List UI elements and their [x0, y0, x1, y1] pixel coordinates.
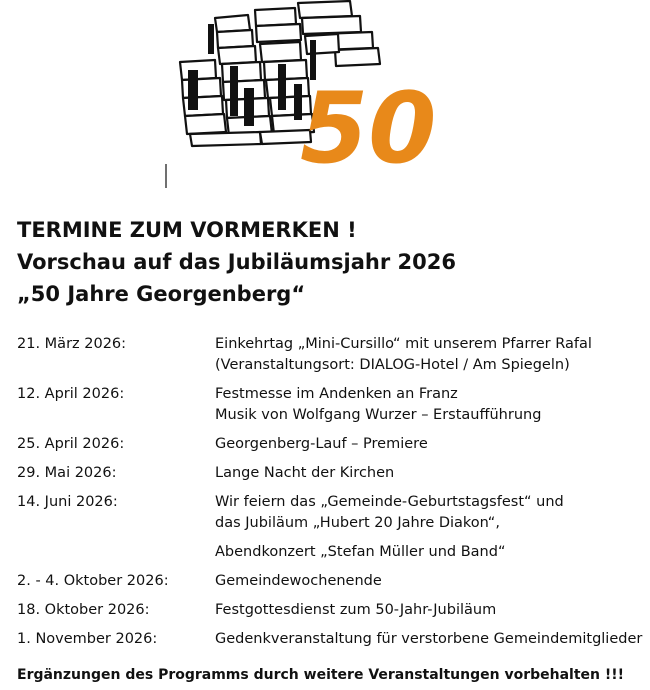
headline-subtitle: Vorschau auf das Jubiläumsjahr 2026 [17, 250, 456, 274]
church-logo-icon [160, 0, 437, 190]
event-row [17, 334, 642, 376]
event-row [17, 600, 642, 621]
event-date: 29. Mai 2026: [17, 465, 117, 481]
event-date: 14. Juni 2026: [17, 494, 118, 510]
event-line: das Jubiläum „Hubert 20 Jahre Diakon“, [215, 515, 500, 531]
event-date: 2. - 4. Oktober 2026: [17, 573, 169, 589]
event-date: 21. März 2026: [17, 336, 127, 352]
event-description [215, 434, 642, 455]
event-description [215, 384, 642, 426]
event-line: Festmesse im Andenken an Franz [215, 386, 458, 402]
event-row [17, 434, 642, 455]
event-date: 25. April 2026: [17, 436, 125, 452]
event-line: Festgottesdienst zum 50-Jahr-Jubiläum [215, 602, 497, 618]
event-line: (Veranstaltungsort: DIALOG-Hotel / Am Spiegeln) [215, 357, 570, 373]
event-description [215, 463, 642, 484]
event-line: Gemeindewochenende [215, 573, 382, 589]
headline-anniversary: „50 Jahre Georgenberg“ [17, 282, 306, 306]
event-date: 18. Oktober 2026: [17, 602, 150, 618]
event-description [215, 571, 642, 592]
event-row [17, 492, 642, 563]
event-line: Wir feiern das „Gemeinde-Geburtstagsfest“ und [215, 494, 564, 510]
event-description [215, 600, 642, 621]
headline-block [17, 214, 637, 310]
footer-note: Ergänzungen des Programms durch weitere Veranstaltungen vorbehalten !!! [17, 667, 625, 683]
event-line: Abendkonzert „Stefan Müller und Band“ [215, 544, 506, 560]
event-row [17, 463, 642, 484]
event-row [17, 384, 642, 426]
logo-number-50: 50 [300, 72, 437, 186]
headline-title: TERMINE ZUM VORMERKEN ! [17, 218, 357, 242]
event-date: 1. November 2026: [17, 631, 158, 647]
event-line: Gedenkveranstaltung für verstorbene Gemeindemitglieder [215, 631, 643, 647]
event-row [17, 571, 642, 592]
event-line: Lange Nacht der Kirchen [215, 465, 395, 481]
event-list [17, 334, 642, 650]
event-line: Einkehrtag „Mini-Cursillo“ mit unserem Pfarrer Rafal [215, 336, 592, 352]
event-description [215, 629, 642, 650]
georgenberg-logo [160, 0, 437, 190]
event-line: Musik von Wolfgang Wurzer – Erstaufführung [215, 407, 542, 423]
event-row [17, 629, 642, 650]
event-spacer [215, 534, 642, 542]
event-line: Georgenberg-Lauf – Premiere [215, 436, 428, 452]
event-date: 12. April 2026: [17, 386, 125, 402]
event-description [215, 492, 642, 563]
event-description [215, 334, 642, 376]
